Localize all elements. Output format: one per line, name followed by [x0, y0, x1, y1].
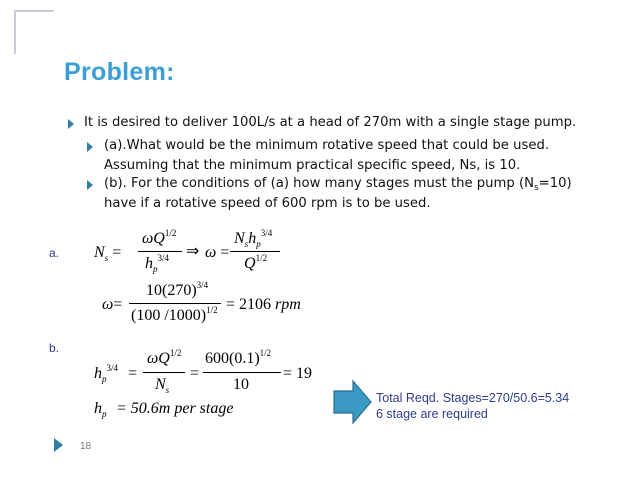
eq2-num-text: 10(270)	[146, 282, 197, 299]
eq2-omega-symbol: ω	[102, 296, 114, 313]
eq1-den-sup: 3/4	[157, 253, 170, 263]
right-arrow-icon	[333, 379, 373, 425]
bullet-arrow-icon	[68, 119, 74, 129]
eq3-num-text: ωQ	[147, 350, 170, 367]
result-note	[376, 390, 569, 422]
eq2-denominator	[131, 305, 218, 324]
sub-bullet-text-a-line1: (a).What would be the minimum rotative speed that could be used.	[104, 138, 550, 153]
eq1-lhs-N: N	[94, 244, 105, 261]
eq3-equals-2: =	[190, 365, 200, 382]
sub-bullet-text-a-line2: Assuming that the minimum practical specific speed, Ns, is 10.	[104, 158, 521, 173]
sub-bullet-b-text-end: =10)	[538, 176, 572, 191]
eq1-equals: =	[112, 244, 122, 261]
eq4-rhs: = 50.6m per stage	[116, 400, 234, 417]
eq1-num2-N-sub: s	[244, 239, 249, 249]
eq3-result: = 19	[283, 365, 313, 382]
slide-title: Problem:	[64, 58, 175, 86]
eq1-lhs-sub: s	[104, 253, 109, 263]
result-note-line1: Total Reqd. Stages=270/50.6=5.34	[376, 391, 570, 405]
eq1-denominator	[145, 253, 170, 274]
eq2-den-sup: 1/2	[206, 305, 218, 315]
eq1-fraction-bar-2	[230, 251, 280, 252]
eq3-lhs-sub: p	[102, 374, 107, 384]
eq1-omega-symbol: ω	[205, 244, 217, 261]
eq1-numerator-2	[234, 228, 273, 249]
eq1-den-h: h	[145, 255, 153, 272]
eq2-den-text: (100 /1000)	[131, 307, 207, 324]
eq3-fraction-bar	[143, 372, 185, 373]
eq2-equals: =	[113, 296, 123, 313]
eq2-fraction-bar	[129, 303, 221, 304]
eq3-numerator-2	[205, 348, 272, 367]
eq1-den2-Q: Q	[244, 255, 256, 272]
eq3-denominator	[155, 377, 169, 393]
sub-bullet-text-b-line1	[104, 176, 572, 191]
eq2-omega	[102, 297, 122, 313]
eq4-lhs-sub: p	[102, 409, 107, 419]
eq1-den2-sup: 1/2	[255, 253, 268, 263]
eq3-num2-text: 600(0.1)	[205, 350, 260, 367]
eq3-equals: =	[128, 365, 138, 382]
corner-decoration	[14, 10, 54, 54]
eq1-numerator	[142, 228, 177, 247]
eq4-lhs	[94, 401, 107, 417]
sub-bullet-arrow-icon	[87, 180, 93, 190]
eq1-num2-N: N	[234, 230, 245, 247]
eq4-lhs-h: h	[94, 400, 102, 417]
eq3-denominator-2: 10	[233, 376, 249, 393]
eq1-fraction-bar	[138, 251, 182, 252]
eq2-result-value: = 2106	[226, 296, 272, 313]
eq1-den-sub: p	[153, 264, 158, 274]
result-note-line2: 6 stage are required	[376, 407, 488, 421]
part-a-label: a.	[49, 246, 60, 260]
eq1-equals-2: =	[220, 244, 230, 261]
sub-bullet-arrow-icon	[87, 142, 93, 152]
eq1-implies: ⇒	[186, 243, 200, 260]
footer-arrow-icon	[54, 438, 63, 452]
eq3-lhs-h: h	[94, 365, 102, 382]
part-b-label: b.	[49, 341, 60, 355]
eq3-den-sub: s	[165, 385, 170, 395]
sub-bullet-b-subscript: s	[533, 183, 539, 193]
eq3-den-N: N	[155, 376, 166, 393]
eq3-lhs	[94, 363, 119, 384]
eq3-fraction-bar-2	[203, 372, 281, 373]
sub-bullet-b-text: (b). For the conditions of (a) how many stages must the pump (N	[104, 176, 534, 191]
eq1-num2-h-sub: p	[256, 239, 261, 249]
eq1-num-sup: 1/2	[164, 228, 177, 238]
eq1-num-text: ωQ	[142, 230, 165, 247]
eq1-omega	[205, 245, 229, 261]
eq1-num2-sup: 3/4	[260, 228, 273, 238]
eq2-result	[226, 297, 301, 313]
eq3-lhs-sup: 3/4	[106, 363, 119, 373]
eq1-denominator-2	[244, 253, 268, 272]
sub-bullet-text-b-line2: have if a rotative speed of 600 rpm is to be used.	[104, 196, 431, 211]
eq1-num2-h: h	[248, 230, 257, 247]
eq2-numerator	[146, 280, 209, 299]
eq1-lhs	[94, 245, 121, 261]
eq2-unit: rpm	[275, 296, 301, 313]
page-number: 18	[80, 441, 92, 452]
eq3-num2-sup: 1/2	[259, 348, 272, 358]
eq3-num-sup: 1/2	[169, 348, 182, 358]
eq3-numerator	[147, 348, 182, 367]
eq2-num-sup: 3/4	[196, 280, 209, 290]
bullet-text-1: It is desired to deliver 100L/s at a head of 270m with a single stage pump.	[84, 115, 577, 130]
